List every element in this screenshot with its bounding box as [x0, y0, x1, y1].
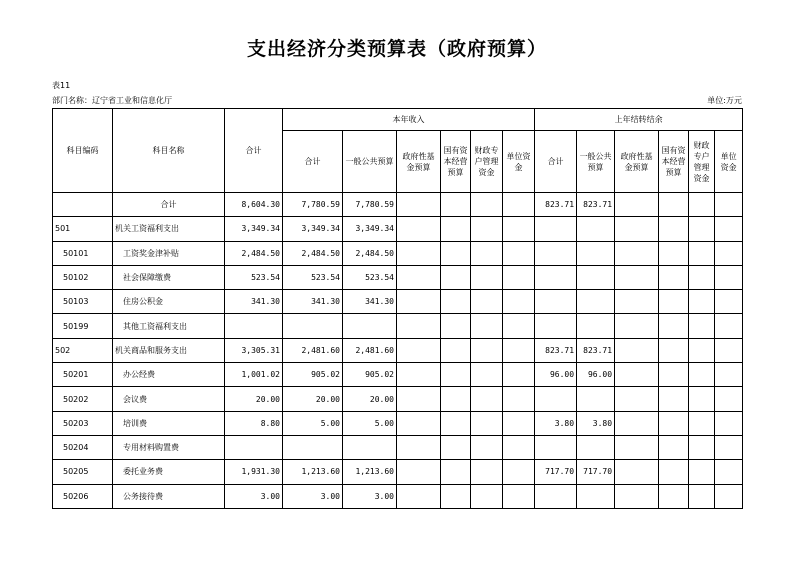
cell-empty: [441, 217, 471, 241]
cell-empty: [659, 338, 689, 362]
cell-cy-general: 2,481.60: [343, 338, 397, 362]
cell-code: 502: [53, 338, 113, 362]
table-row: [53, 338, 743, 362]
cell-co-general: [577, 314, 615, 338]
cell-empty: [503, 193, 535, 217]
cell-empty: [471, 363, 503, 387]
cell-cy-general: [343, 314, 397, 338]
cell-empty: [471, 338, 503, 362]
cell-co-total: [535, 484, 577, 508]
header-carryover: 上年结转结余: [535, 109, 743, 131]
cell-empty: [397, 411, 441, 435]
cell-co-total: 3.80: [535, 411, 577, 435]
cell-empty: [397, 265, 441, 289]
header-co-total: 合计: [535, 131, 577, 193]
cell-empty: [397, 435, 441, 459]
table-row: [53, 217, 743, 241]
header-cy-total: 合计: [283, 131, 343, 193]
cell-empty: [615, 484, 659, 508]
cell-co-total: [535, 290, 577, 314]
unit-label: 单位:万元: [707, 96, 742, 105]
cell-name: 委托业务费: [113, 460, 225, 484]
cell-total: 8.80: [225, 411, 283, 435]
table-row: [53, 484, 743, 508]
cell-empty: [659, 435, 689, 459]
cell-total: 3.00: [225, 484, 283, 508]
cell-co-general: [577, 265, 615, 289]
cell-empty: [503, 314, 535, 338]
cell-empty: [659, 265, 689, 289]
cell-empty: [715, 241, 743, 265]
cell-empty: [659, 484, 689, 508]
cell-co-total: [535, 387, 577, 411]
header-code: 科目编码: [53, 109, 113, 193]
table-row: [53, 241, 743, 265]
cell-code: 50202: [53, 387, 113, 411]
cell-name: 工资奖金津补贴: [113, 241, 225, 265]
cell-co-total: 717.70: [535, 460, 577, 484]
cell-name: 专用材料购置费: [113, 435, 225, 459]
cell-code: 50102: [53, 265, 113, 289]
cell-name: 其他工资福利支出: [113, 314, 225, 338]
cell-cy-total: 2,484.50: [283, 241, 343, 265]
cell-empty: [659, 460, 689, 484]
cell-empty: [659, 363, 689, 387]
table-row: [53, 290, 743, 314]
cell-cy-general: 523.54: [343, 265, 397, 289]
table-row: [53, 460, 743, 484]
cell-empty: [397, 193, 441, 217]
cell-empty: [471, 217, 503, 241]
cell-cy-total: 7,780.59: [283, 193, 343, 217]
cell-cy-general: 905.02: [343, 363, 397, 387]
cell-empty: [659, 411, 689, 435]
header-co-special: 财政专户管理资金: [689, 131, 715, 193]
cell-cy-total: 20.00: [283, 387, 343, 411]
cell-cy-total: 905.02: [283, 363, 343, 387]
cell-co-total: 823.71: [535, 338, 577, 362]
cell-empty: [659, 241, 689, 265]
cell-empty: [615, 265, 659, 289]
cell-cy-general: 7,780.59: [343, 193, 397, 217]
header-cy-special: 财政专户管理资金: [471, 131, 503, 193]
cell-cy-total: [283, 314, 343, 338]
cell-empty: [615, 241, 659, 265]
cell-total: 1,931.30: [225, 460, 283, 484]
cell-cy-total: 2,481.60: [283, 338, 343, 362]
table-row: [53, 265, 743, 289]
table-row: [53, 314, 743, 338]
cell-code: 50201: [53, 363, 113, 387]
header-co-fund: 政府性基金预算: [615, 131, 659, 193]
table-row: [53, 363, 743, 387]
header-cy-unit: 单位资金: [503, 131, 535, 193]
cell-empty: [503, 411, 535, 435]
header-cy-general: 一般公共预算: [343, 131, 397, 193]
cell-empty: [689, 387, 715, 411]
cell-empty: [689, 217, 715, 241]
cell-empty: [397, 314, 441, 338]
cell-empty: [503, 338, 535, 362]
cell-name: 公务接待费: [113, 484, 225, 508]
cell-empty: [689, 484, 715, 508]
cell-empty: [441, 265, 471, 289]
cell-cy-general: 3.00: [343, 484, 397, 508]
cell-code: [53, 193, 113, 217]
cell-total: [225, 435, 283, 459]
cell-empty: [615, 411, 659, 435]
cell-empty: [471, 460, 503, 484]
cell-co-general: 3.80: [577, 411, 615, 435]
cell-total: 523.54: [225, 265, 283, 289]
cell-cy-total: 3.00: [283, 484, 343, 508]
cell-code: 50103: [53, 290, 113, 314]
header-co-general: 一般公共预算: [577, 131, 615, 193]
cell-cy-total: 3,349.34: [283, 217, 343, 241]
cell-co-total: [535, 217, 577, 241]
table-row: [53, 435, 743, 459]
cell-name: 培训费: [113, 411, 225, 435]
cell-empty: [397, 363, 441, 387]
cell-empty: [471, 193, 503, 217]
cell-empty: [715, 435, 743, 459]
cell-total: 2,484.50: [225, 241, 283, 265]
cell-co-total: [535, 265, 577, 289]
cell-empty: [441, 435, 471, 459]
cell-empty: [689, 338, 715, 362]
cell-empty: [615, 290, 659, 314]
cell-code: 501: [53, 217, 113, 241]
cell-empty: [503, 363, 535, 387]
cell-total: [225, 314, 283, 338]
cell-co-total: 96.00: [535, 363, 577, 387]
cell-empty: [441, 193, 471, 217]
cell-cy-general: 2,484.50: [343, 241, 397, 265]
cell-co-general: 823.71: [577, 338, 615, 362]
cell-code: 50203: [53, 411, 113, 435]
cell-empty: [615, 217, 659, 241]
cell-cy-general: 1,213.60: [343, 460, 397, 484]
cell-total: 341.30: [225, 290, 283, 314]
cell-name: 住房公积金: [113, 290, 225, 314]
cell-code: 50205: [53, 460, 113, 484]
cell-empty: [441, 241, 471, 265]
cell-empty: [441, 484, 471, 508]
cell-empty: [689, 193, 715, 217]
cell-empty: [471, 387, 503, 411]
cell-cy-total: 5.00: [283, 411, 343, 435]
cell-code: 50204: [53, 435, 113, 459]
cell-cy-general: 341.30: [343, 290, 397, 314]
table-row: [53, 193, 743, 217]
header-cy-state: 国有资本经营预算: [441, 131, 471, 193]
cell-total: 1,001.02: [225, 363, 283, 387]
cell-empty: [471, 314, 503, 338]
cell-empty: [441, 314, 471, 338]
cell-name: 合计: [113, 193, 225, 217]
cell-cy-total: 523.54: [283, 265, 343, 289]
cell-empty: [615, 363, 659, 387]
budget-table: [52, 108, 743, 509]
cell-empty: [659, 314, 689, 338]
cell-empty: [715, 265, 743, 289]
header-cy-fund: 政府性基金预算: [397, 131, 441, 193]
cell-empty: [615, 193, 659, 217]
cell-empty: [615, 314, 659, 338]
cell-empty: [471, 241, 503, 265]
cell-empty: [471, 435, 503, 459]
cell-empty: [471, 265, 503, 289]
cell-empty: [615, 387, 659, 411]
cell-empty: [689, 460, 715, 484]
cell-cy-total: [283, 435, 343, 459]
cell-empty: [397, 290, 441, 314]
cell-co-total: 823.71: [535, 193, 577, 217]
cell-empty: [689, 411, 715, 435]
cell-co-general: [577, 387, 615, 411]
cell-cy-general: 5.00: [343, 411, 397, 435]
cell-empty: [503, 290, 535, 314]
table-row: [53, 387, 743, 411]
cell-empty: [441, 411, 471, 435]
cell-empty: [715, 217, 743, 241]
cell-total: 3,305.31: [225, 338, 283, 362]
cell-co-general: [577, 241, 615, 265]
cell-empty: [503, 484, 535, 508]
cell-co-general: 823.71: [577, 193, 615, 217]
table-body: [53, 193, 743, 509]
cell-name: 会议费: [113, 387, 225, 411]
cell-name: 机关商品和服务支出: [113, 338, 225, 362]
cell-empty: [503, 217, 535, 241]
cell-empty: [503, 435, 535, 459]
cell-co-general: [577, 435, 615, 459]
cell-empty: [689, 265, 715, 289]
cell-empty: [441, 460, 471, 484]
department-name: 部门名称：辽宁省工业和信息化厅: [52, 96, 172, 105]
table-number: 表11: [52, 81, 71, 90]
cell-empty: [615, 460, 659, 484]
cell-empty: [715, 484, 743, 508]
cell-empty: [471, 484, 503, 508]
cell-co-general: [577, 484, 615, 508]
cell-empty: [471, 411, 503, 435]
header-current-year: 本年收入: [283, 109, 535, 131]
cell-empty: [689, 241, 715, 265]
cell-empty: [471, 290, 503, 314]
cell-cy-general: 3,349.34: [343, 217, 397, 241]
cell-co-total: [535, 241, 577, 265]
cell-total: 3,349.34: [225, 217, 283, 241]
cell-code: 50101: [53, 241, 113, 265]
cell-empty: [397, 484, 441, 508]
cell-empty: [397, 338, 441, 362]
cell-empty: [715, 314, 743, 338]
cell-empty: [689, 314, 715, 338]
cell-co-general: 717.70: [577, 460, 615, 484]
cell-empty: [689, 435, 715, 459]
cell-empty: [715, 387, 743, 411]
cell-code: 50206: [53, 484, 113, 508]
cell-empty: [397, 387, 441, 411]
cell-empty: [659, 290, 689, 314]
cell-cy-general: [343, 435, 397, 459]
cell-empty: [659, 217, 689, 241]
cell-empty: [441, 387, 471, 411]
cell-co-general: [577, 290, 615, 314]
table-row: [53, 411, 743, 435]
cell-empty: [659, 387, 689, 411]
cell-empty: [503, 460, 535, 484]
cell-empty: [503, 265, 535, 289]
cell-name: 社会保障缴费: [113, 265, 225, 289]
header-co-state: 国有资本经营预算: [659, 131, 689, 193]
cell-name: 办公经费: [113, 363, 225, 387]
cell-empty: [715, 411, 743, 435]
cell-empty: [715, 290, 743, 314]
cell-co-total: [535, 435, 577, 459]
cell-empty: [503, 387, 535, 411]
cell-total: 8,604.30: [225, 193, 283, 217]
cell-empty: [397, 241, 441, 265]
cell-empty: [715, 460, 743, 484]
cell-co-general: [577, 217, 615, 241]
cell-empty: [397, 217, 441, 241]
cell-empty: [689, 363, 715, 387]
cell-empty: [397, 460, 441, 484]
cell-empty: [441, 338, 471, 362]
cell-empty: [615, 338, 659, 362]
cell-empty: [441, 363, 471, 387]
cell-empty: [715, 363, 743, 387]
cell-cy-total: 341.30: [283, 290, 343, 314]
header-total: 合计: [225, 109, 283, 193]
cell-code: 50199: [53, 314, 113, 338]
cell-empty: [615, 435, 659, 459]
header-name: 科目名称: [113, 109, 225, 193]
cell-empty: [503, 241, 535, 265]
cell-name: 机关工资福利支出: [113, 217, 225, 241]
page-title: 支出经济分类预算表（政府预算）: [246, 38, 547, 60]
cell-cy-total: 1,213.60: [283, 460, 343, 484]
cell-empty: [659, 193, 689, 217]
cell-cy-general: 20.00: [343, 387, 397, 411]
cell-total: 20.00: [225, 387, 283, 411]
cell-co-total: [535, 314, 577, 338]
header-co-unit: 单位资金: [715, 131, 743, 193]
cell-empty: [715, 193, 743, 217]
cell-empty: [441, 290, 471, 314]
cell-empty: [689, 290, 715, 314]
cell-co-general: 96.00: [577, 363, 615, 387]
cell-empty: [715, 338, 743, 362]
